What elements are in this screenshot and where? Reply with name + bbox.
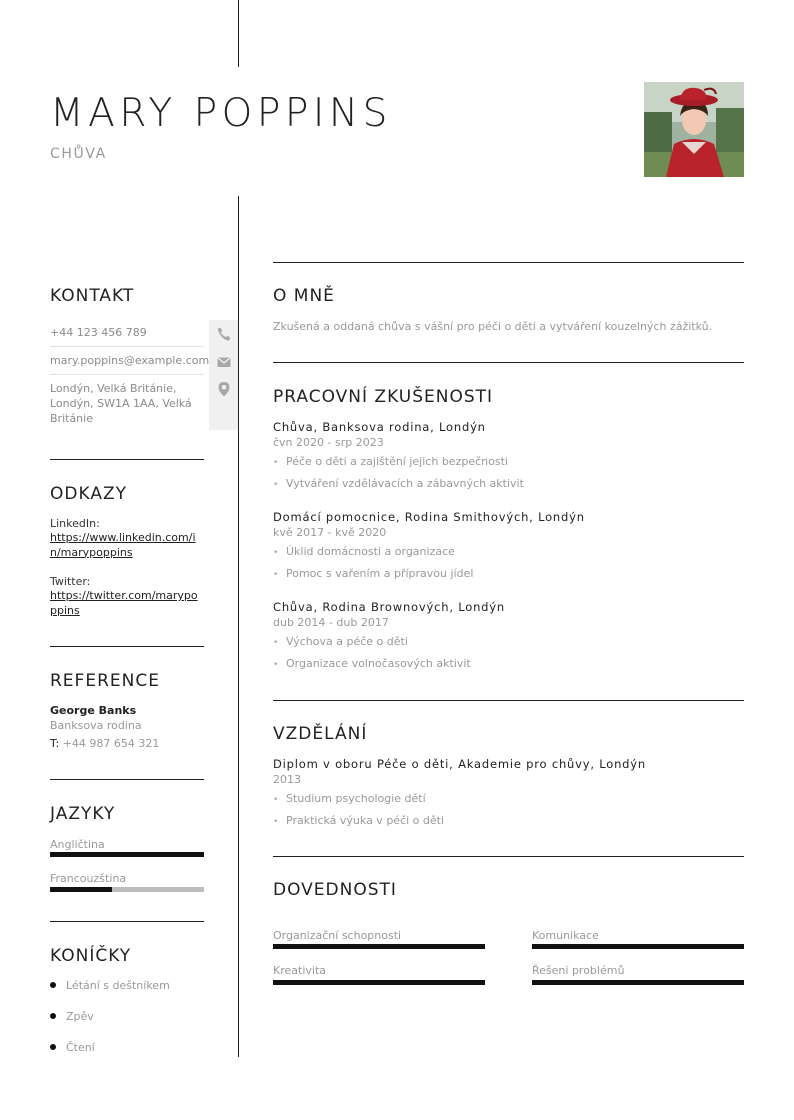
- experience-heading: PRACOVNÍ ZKUŠENOSTI: [273, 387, 494, 407]
- candidate-role: CHŮVA: [50, 146, 107, 162]
- language-name: Angličtina: [50, 838, 105, 851]
- twitter-link[interactable]: https://twitter.com/marypoppins: [50, 589, 198, 617]
- skill-level-fill: [273, 944, 485, 949]
- skill-name: Řešení problémů: [532, 964, 625, 977]
- section-divider: [50, 779, 204, 780]
- bullet-dot: [50, 982, 56, 988]
- job-bullet: • Organizace volnočasových aktivit: [273, 657, 471, 670]
- job-bullet: • Úklid domácnosti a organizace: [273, 545, 455, 558]
- contact-heading: KONTAKT: [50, 286, 135, 306]
- job-bullet: • Vytváření vzdělávacích a zábavných aktivit: [273, 477, 524, 490]
- about-text: Zkušená a oddaná chůva s vášní pro péči o děti a vytváření kouzelných zážitků.: [273, 320, 713, 333]
- language-name: Francouzština: [50, 872, 127, 885]
- about-heading: O MNĚ: [273, 286, 335, 306]
- education-bullet: • Praktická výuka v péči o děti: [273, 814, 444, 827]
- skill-name: Organizační schopnosti: [273, 929, 402, 942]
- hobby-label: Zpěv: [66, 1010, 94, 1023]
- divider-vertical-main: [238, 196, 239, 1057]
- skill-name: Komunikace: [532, 929, 599, 942]
- language-level-fill: [50, 852, 204, 857]
- skill-level-bar: [273, 980, 485, 985]
- reference-company: Banksova rodina: [50, 719, 142, 732]
- contact-phone: +44 123 456 789: [50, 326, 147, 339]
- section-divider: [50, 921, 204, 922]
- section-divider: [50, 459, 204, 460]
- hobby-label: Létání s deštníkem: [66, 979, 170, 992]
- contact-icon-strip: [209, 320, 238, 430]
- section-divider: [273, 700, 744, 701]
- linkedin-label: LinkedIn:: [50, 517, 100, 530]
- languages-heading: JAZYKY: [50, 804, 116, 824]
- skill-level-bar: [532, 980, 744, 985]
- language-level-fill: [50, 887, 112, 892]
- job-title: Domácí pomocnice, Rodina Smithových, Londýn: [273, 510, 585, 524]
- divider-vertical-top: [238, 0, 239, 67]
- section-divider: [50, 646, 204, 647]
- links-heading: ODKAZY: [50, 484, 127, 504]
- skill-level-fill: [532, 944, 744, 949]
- hobby-label: Čtení: [66, 1041, 95, 1054]
- job-bullet: • Výchova a péče o děti: [273, 635, 408, 648]
- skill-level-fill: [532, 980, 744, 985]
- job-dates: čvn 2020 - srp 2023: [273, 436, 384, 449]
- education-title: Diplom v oboru Péče o děti, Akademie pro chůvy, Londýn: [273, 757, 646, 771]
- twitter-label: Twitter:: [50, 575, 91, 588]
- section-divider: [273, 856, 744, 857]
- profile-photo: [644, 82, 744, 177]
- contact-separator: [50, 346, 204, 347]
- skill-level-bar: [273, 944, 485, 949]
- section-divider: [273, 362, 744, 363]
- education-heading: VZDĚLÁNÍ: [273, 724, 368, 744]
- contact-separator: [50, 374, 204, 375]
- job-bullet: • Pomoc s vařením a přípravou jídel: [273, 567, 473, 580]
- phone-icon: [216, 326, 232, 342]
- reference-phone-number: +44 987 654 321: [62, 737, 160, 750]
- hobby-item: [50, 1041, 95, 1054]
- contact-email[interactable]: mary.poppins@example.com: [50, 354, 210, 367]
- reference-name: George Banks: [50, 704, 137, 717]
- linkedin-link[interactable]: https://www.linkedin.com/in/marypoppins: [50, 531, 196, 559]
- job-bullet: • Péče o děti a zajištění jejich bezpečnosti: [273, 455, 508, 468]
- education-bullet: • Studium psychologie dětí: [273, 792, 426, 805]
- references-heading: REFERENCE: [50, 671, 160, 691]
- job-dates: kvě 2017 - kvě 2020: [273, 526, 387, 539]
- job-dates: dub 2014 - dub 2017: [273, 616, 389, 629]
- language-level-bar: [50, 852, 204, 857]
- job-title: Chůva, Rodina Brownových, Londýn: [273, 600, 505, 614]
- education-year: 2013: [273, 773, 301, 786]
- section-divider: [273, 262, 744, 263]
- bullet-dot: [50, 1013, 56, 1019]
- envelope-icon: [216, 354, 232, 370]
- language-level-bar: [50, 887, 204, 892]
- job-title: Chůva, Banksova rodina, Londýn: [273, 420, 486, 434]
- skill-level-fill: [273, 980, 485, 985]
- skills-heading: DOVEDNOSTI: [273, 880, 397, 900]
- hobbies-heading: KONÍČKY: [50, 946, 132, 966]
- hobby-item: [50, 979, 170, 992]
- skill-name: Kreativita: [273, 964, 326, 977]
- candidate-name: MARY POPPINS: [50, 91, 392, 136]
- map-pin-icon: [216, 381, 232, 397]
- bullet-dot: [50, 1044, 56, 1050]
- contact-address: Londýn, Velká Británie, Londýn, SW1A 1AA, Velká Británie: [50, 382, 192, 425]
- skill-level-bar: [532, 944, 744, 949]
- reference-phone: [50, 737, 159, 750]
- hobby-item: [50, 1010, 94, 1023]
- reference-phone-label: T:: [50, 737, 60, 750]
